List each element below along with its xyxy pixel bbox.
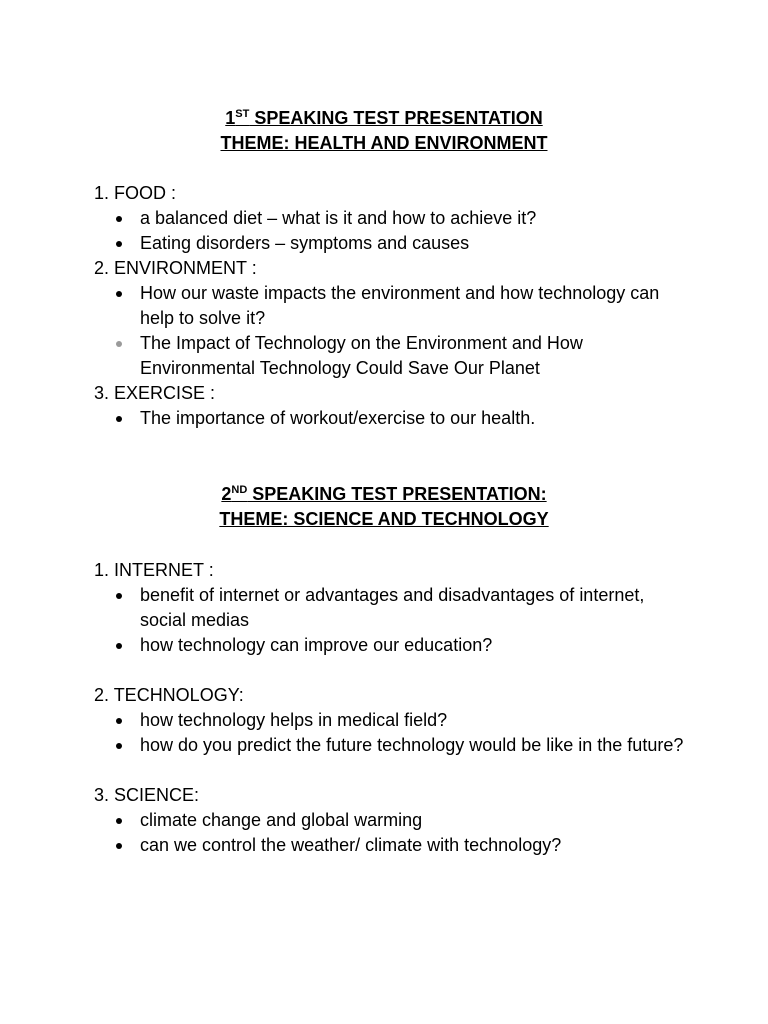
topic-environment-list xyxy=(94,281,694,381)
topic-science-title: 3. SCIENCE: xyxy=(94,785,200,805)
topic-environment-title: 2. ENVIRONMENT : xyxy=(94,258,257,278)
list-item: Eating disorders – symptoms and causes xyxy=(94,231,694,256)
spacer xyxy=(94,658,694,683)
section-2-theme: THEME: SCIENCE AND TECHNOLOGY xyxy=(219,509,549,529)
list-item: how technology can improve our education? xyxy=(94,633,694,658)
list-item: how do you predict the future technology would be like in the future? xyxy=(94,733,694,758)
topic-exercise-list xyxy=(94,406,694,431)
section-1-theme: THEME: HEALTH AND ENVIRONMENT xyxy=(220,133,548,153)
topic-food-title: 1. FOOD : xyxy=(94,183,177,203)
section-1-title: 1ST SPEAKING TEST PRESENTATION xyxy=(225,108,543,128)
list-item: how technology helps in medical field? xyxy=(94,708,694,733)
list-item: How our waste impacts the environment and how technology can help to solve it? xyxy=(94,281,694,331)
section-2-title: 2ND SPEAKING TEST PRESENTATION: xyxy=(221,484,547,504)
topic-technology-title: 2. TECHNOLOGY: xyxy=(94,685,244,705)
section-1-header xyxy=(0,106,768,156)
topic-science-list xyxy=(94,808,694,858)
list-item: The importance of workout/exercise to our health. xyxy=(94,406,694,431)
topic-technology-list xyxy=(94,708,694,758)
topic-internet-title: 1. INTERNET : xyxy=(94,560,214,580)
section-2-topics xyxy=(94,558,694,858)
section-2-header xyxy=(0,482,768,532)
list-item: climate change and global warming xyxy=(94,808,694,833)
topic-exercise-title: 3. EXERCISE : xyxy=(94,383,216,403)
list-item: benefit of internet or advantages and disadvantages of internet, social medias xyxy=(94,583,694,633)
topic-internet-list xyxy=(94,583,694,658)
topic-food-list xyxy=(94,206,694,256)
list-item: can we control the weather/ climate with technology? xyxy=(94,833,694,858)
spacer xyxy=(94,758,694,783)
list-item: a balanced diet – what is it and how to achieve it? xyxy=(94,206,694,231)
section-1-topics xyxy=(94,181,694,431)
list-item: The Impact of Technology on the Environment and How Environmental Technology Could Save Our Planet xyxy=(94,331,694,381)
